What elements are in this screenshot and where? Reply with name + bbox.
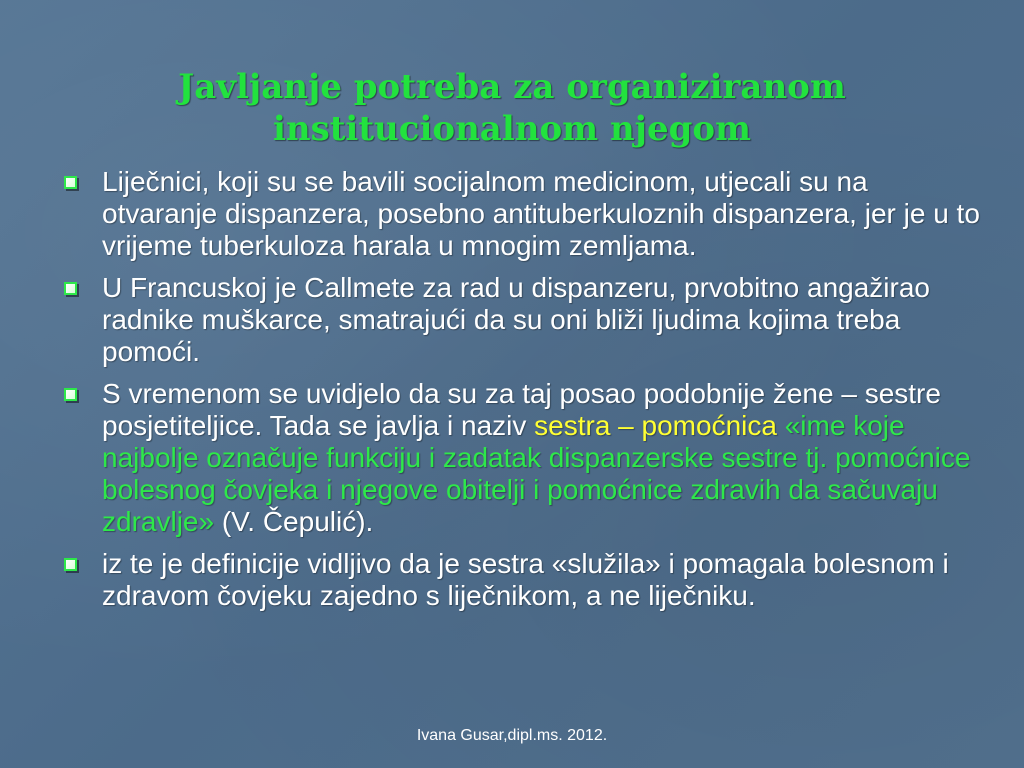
quoted-definition: «ime koje najbolje označuje funkciju i zadatak dispanzerske sestre tj. pomoćnice bolesnog čovjeka i njegove obitelji i pomoćnice zdravih da sačuvaju zdravlje» (102, 410, 971, 537)
citation: (V. Čepulić). (214, 506, 374, 537)
slide-footer: Ivana Gusar,dipl.ms. 2012. (416, 727, 608, 744)
square-bullet-icon (64, 388, 77, 401)
bullet-text: iz te je definicije vidljivo da je sestra «služila» i pomagala bolesnom i zdravom čovjeku zajedno s liječnikom, a ne liječniku. (102, 548, 949, 611)
bullet-text: U Francuskoj je Callmete za rad u dispanzeru, prvobitno angažirao radnike muškarce, smatrajući da su oni bliži ljudima kojima treba pomoći. (102, 272, 930, 367)
square-bullet-icon (64, 558, 77, 571)
bullet-text-intro: S vremenom se uvidjelo da su za taj posao podobnije žene – sestre posjetiteljice. Tada se javlja i naziv (102, 378, 941, 441)
highlighted-term-sestra: sestra – pomoćnica (534, 410, 777, 441)
square-bullet-icon (64, 176, 77, 189)
bullet-item-3 (60, 378, 980, 538)
bullet-item-4 (60, 548, 980, 612)
bullet-text: Liječnici, koji su se bavili socijalnom medicinom, utjecali su na otvaranje dispanzera, posebno antituberkuloznih dispanzera, jer je u to vrijeme tuberkuloza harala u mnogim zemljama. (102, 166, 980, 261)
bullet-item-1 (60, 166, 980, 262)
bullet-item-2 (60, 272, 980, 368)
bullet-list (60, 166, 980, 622)
slide-title: Javljanje potreba za organiziranom institucionalnom njegom (178, 67, 846, 149)
square-bullet-icon (64, 282, 77, 295)
